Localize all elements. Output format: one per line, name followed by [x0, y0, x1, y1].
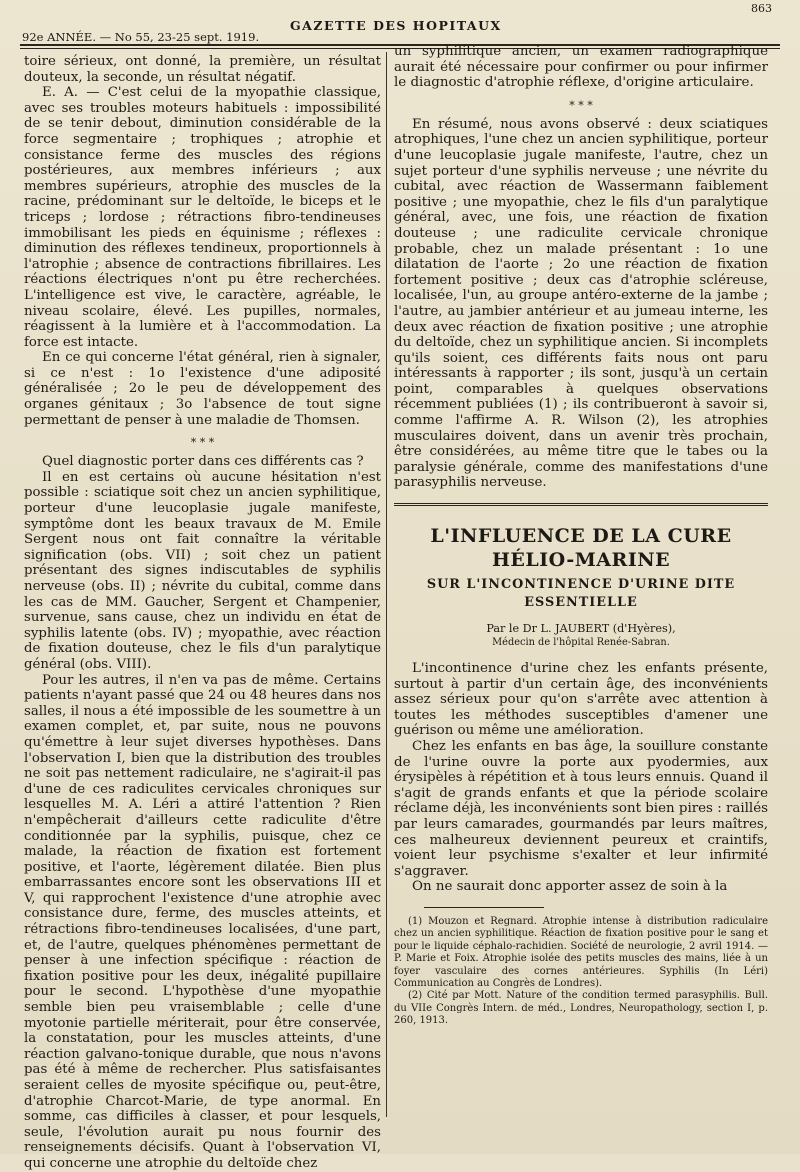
author-role: Médecin de l'hôpital Renée-Sabran. [492, 637, 670, 649]
article-separator [394, 503, 768, 506]
page-number: 863 [751, 2, 772, 15]
column-divider [386, 52, 387, 1117]
paragraph: L'incontinence d'urine chez les enfants présente, surtout à partir d'un certain âge, des inconvénients assez sérieux pour qu'on s'arrête avec attention à toutes les méthodes susceptibles d'amener une guérison ou même une amélioration. [394, 661, 768, 739]
paragraph: En résumé, nous avons observé : deux sciatiques atrophiques, l'une chez un ancien syphilitique, porteur d'une leucoplasie jugale manifeste, l'autre, chez un sujet porteur d'une syphilis nerveuse ; une névrite du cubital, avec réaction de Wassermann faiblement positive ; une myopathie, chez le fils d'un paralytique général, avec, une fois, une réaction de fixation douteuse ; une radiculite cervicale chronique probable, chez un malade présentant : 1o une dilatation de l'aorte ; 2o une réaction de fixation fortement positive ; deux cas d'atrophie scléreuse, localisée, l'un, au groupe antéro-externe de la jambe ; l'autre, au jambier antérieur et au jumeau interne, les deux avec réaction de fixation positive ; une atrophie du deltoïde, chez un syphilitique ancien. Si incomplets qu'ils soient, ces différents faits nous ont paru intéressants à rapporter ; ils sont, jusqu'à un certain point, comparables à quelques observations récemment publiées (1) ; ils contribueront à savoir si, comme l'affirme A. R. Wilson (2), les atrophies musculaires doivent, dans un avenir très prochain, être considérées, au même titre que le tabes ou la paralysie générale, comme des manifestations d'une parasyphilis nerveuse. [394, 116, 768, 491]
paragraph: En ce qui concerne l'état général, rien à signaler, si ce n'est : 1o l'existence d'une adiposité généralisée ; 2o le peu de développement des organes génitaux ; 3o l'absence de tout signe permettant de penser à une maladie de Thomsen. [24, 350, 381, 428]
footnote: (2) Cité par Mott. Nature of the condition termed parasyphilis. Bull. du VIIe Congrès Intern. de méd., Londres, Neuropathology, section I, p. 260, 1913. [394, 990, 768, 1027]
section-separator: * * * [190, 436, 215, 450]
page-header [0, 0, 800, 46]
paragraph: Pour les autres, il n'en va pas de même. Certains patients n'ayant passé que 24 ou 48 heures dans nos salles, il nous a été impossible de les soumettre à un examen complet, et, par suite, nous ne pouvons qu'émettre à leur sujet diverses hypothèses. Dans l'observation I, bien que la distribution des troubles ne soit pas nettement radiculaire, ne s'agirait-il pas d'une de ces radiculites cervicales chroniques sur lesquelles M. A. Léri a attiré l'attention ? Rien n'empêcherait d'ailleurs cette radiculite d'être conditionnée par la syphilis, puisque, chez ce malade, la réaction de fixation est fortement positive, et l'aorte, légèrement dilatée. Bien plus embarrassantes encore sont les observations III et V, qui rapprochent l'existence d'une atrophie avec consistance dure, ferme, des muscles atteints, et rétractions fibro-tendineuses localisées, d'une part, et, de l'autre, quelques phénomènes permettant de penser à une infection spécifique : réaction de fixation positive pour les deux, inégalité pupillaire pour le second. L'hypothèse d'une myopathie semble bien peu vraisemblable ; celle d'une myotonie partielle mériterait, pour être conservée, la constatation, pour les muscles atteints, d'une réaction galvano-tonique durable, que nous n'avons pas été à même de rechercher. Plus satisfaisantes seraient celles de myosite spécifique ou, peut-être, d'atrophie Charcot-Marie, de type anormal. En somme, cas difficiles à classer, et pour lesquels, seule, l'évolution aurait pu nous fournir des renseignements décisifs. Quant à l'observation VI, qui concerne une atrophie du deltoïde chez [24, 672, 381, 1171]
article-byline: Par le Dr L. JAUBERT (d'Hyères), [486, 622, 676, 636]
article-subtitle: SUR L'INCONTINENCE D'URINE DITE ESSENTIELLE [426, 577, 736, 611]
footnote-rule [424, 907, 544, 908]
paragraph: toire sérieux, ont donné, la première, un résultat douteux, la seconde, un résultat négatif. [24, 54, 381, 85]
paragraph: Il en est certains où aucune hésitation n'est possible : sciatique soit chez un ancien syphilitique, porteur d'une leucoplasie jugale manifeste, symptôme dont les beaux travaux de M. Emile Sergent nous ont fait connaître la véritable signification (obs. VII) ; soit chez un patient présentant des signes indiscutables de syphilis nerveuse (obs. II) ; névrite du cubital, comme dans les cas de MM. Gaucher, Sergent et Champenier, survenue, sans cause, chez un individu en état de syphilis latente (obs. IV) ; myopathie, avec réaction de fixation douteuse, chez le fils d'un paralytique général (obs. VIII). [24, 469, 381, 672]
paragraph: On ne saurait donc apporter assez de soin à la [412, 879, 728, 895]
footnote: (1) Mouzon et Regnard. Atrophie intense à distribution radiculaire chez un ancien syphilitique. Réaction de fixation positive pour le sang et pour le liquide céphalo-rachidien. Société de neurologie, 2 avril 1914. — P. Marie et Foix. Atrophie isolée des petits muscles des mains, liée à un foyer vasculaire des cornes antérieures. Syphilis (In Léri) Communication au Congrès de Londres). [394, 915, 768, 989]
paragraph: Quel diagnostic porter dans ces différents cas ? [42, 454, 364, 470]
journal-title: GAZETTE DES HOPITAUX [290, 18, 502, 33]
article-title: L'INFLUENCE DE LA CURE HÉLIO-MARINE [430, 525, 732, 572]
issue-info: 92e ANNÉE. — No 55, 23-25 sept. 1919. [22, 30, 260, 44]
paragraph: un syphilitique ancien, un examen radiographique aurait été nécessaire pour confirmer ou pour infirmer le diagnostic d'atrophie réflexe, d'origine articulaire. [394, 44, 768, 91]
right-column [394, 44, 768, 1134]
paragraph: Chez les enfants en bas âge, la souillure constante de l'urine ouvre la porte aux pyodermies, aux érysipèles à répétition et à tous leurs ennuis. Quand il s'agit de grands enfants et que la période scolaire réclame déjà, les inconvénients sont bien pires : raillés par leurs camarades, gourmandés par leurs maîtres, ces malheureux deviennent peureux et craintifs, voient leur psychisme s'exalter et leur infirmité s'aggraver. [394, 739, 768, 879]
section-separator: * * * [569, 98, 593, 112]
paragraph: E. A. — C'est celui de la myopathie classique, avec ses troubles moteurs habituels : impossibilité de se tenir debout, diminution considérable de la force segmentaire ; trophiques ; atrophie et consistance ferme des muscles des régions postérieures, aux membres inférieurs ; aux membres supérieurs, atrophie des muscles de la racine, prédominant sur le deltoïde, le biceps et le triceps ; lordose ; rétractions fibro-tendineuses immobilisant les pieds en équinisme ; réflexes : diminution des réflexes tendineux, proportionnels à l'atrophie ; absence de contractions fibrillaires. Les réactions électriques n'ont pu être recherchées. L'intelligence est vive, le caractère, agréable, le niveau scolaire, élevé. Les pupilles, normales, réagissent à la lumière et à l'accommodation. La force est intacte. [24, 85, 381, 350]
left-column [24, 54, 381, 1171]
